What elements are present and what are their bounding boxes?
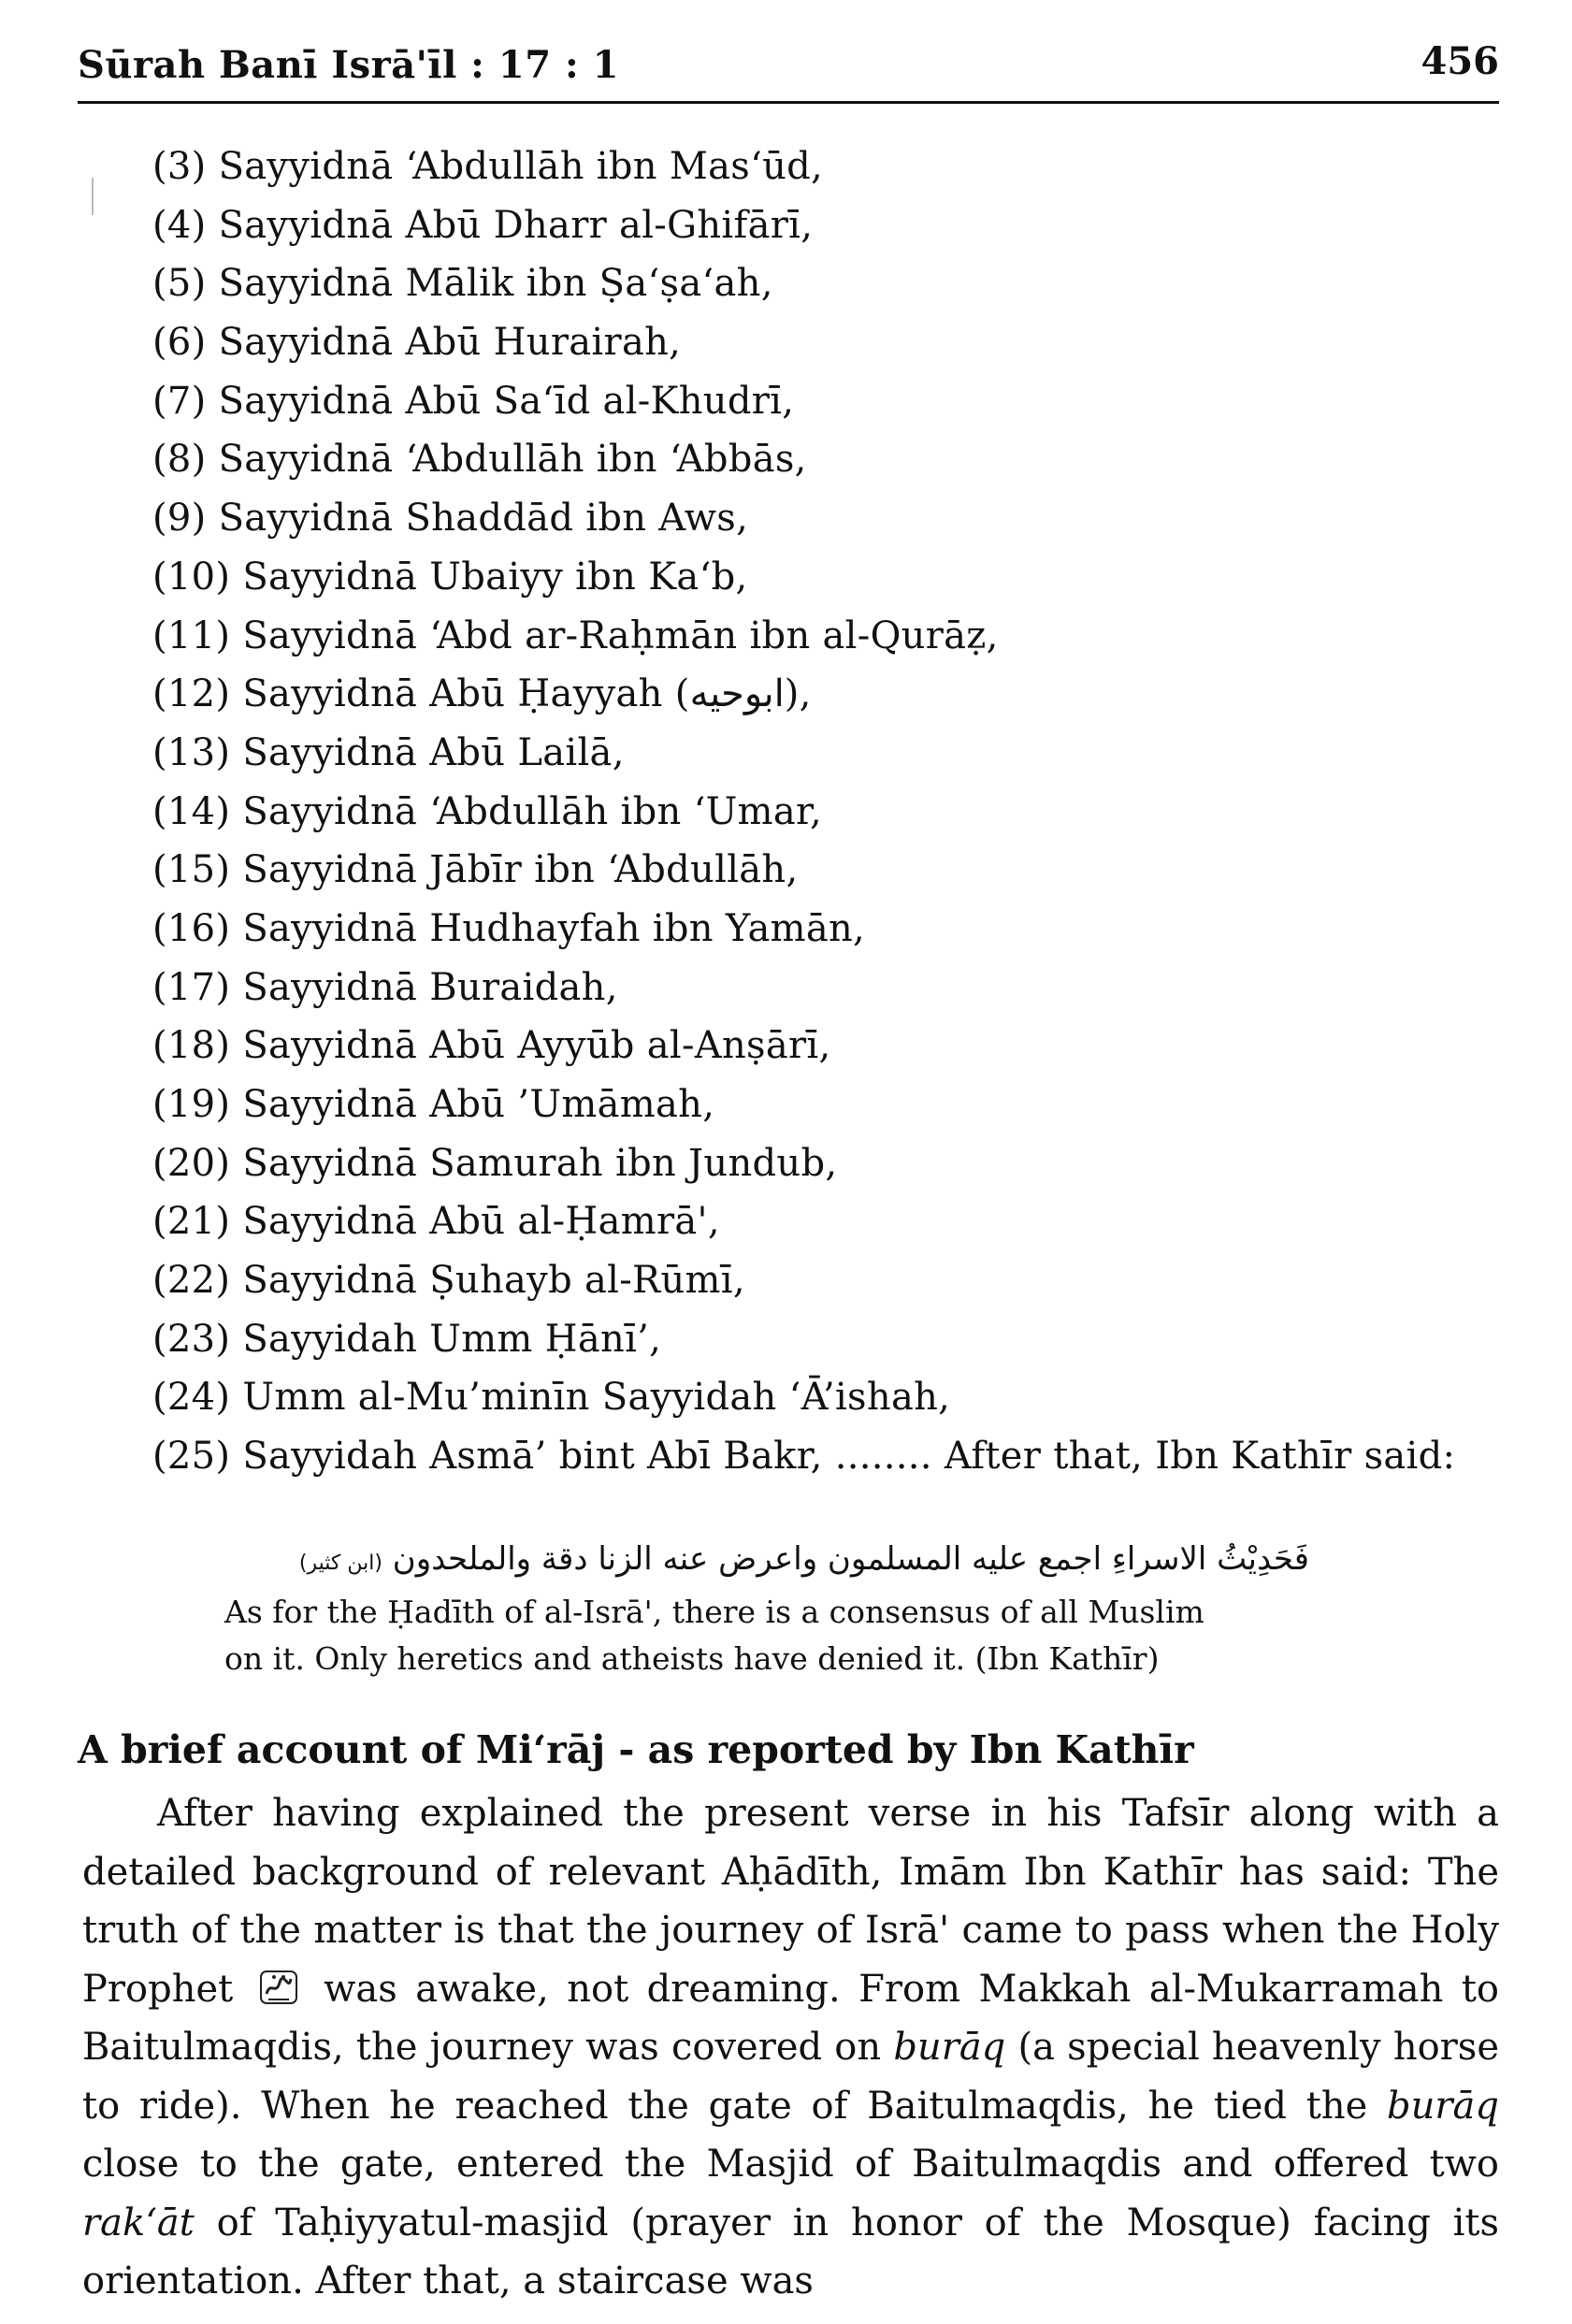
list-item: (23) Sayyidah Umm Ḥānī’, [152,1317,662,1361]
paragraph-text: After having explained the present verse in his Tafsīr along with a detailed background of relevant Aḥādīth, Imām Ibn Kathīr has said: The truth of the matter is that the journey of Isrā' came to pass when the Holy Prophet [82,1792,1499,2011]
narrator-list [152,137,1499,1486]
page-number: 456 [1421,39,1499,83]
salutation-icon [257,1968,300,2007]
term-rakat: rak‘āt [82,2201,195,2245]
margin-mark [92,178,94,215]
arabic-quote [224,1529,1384,1589]
list-item: (12) Sayyidnā Abū Ḥayyah (ابوحيه), [152,672,812,716]
list-item: (18) Sayyidnā Abū Ayyūb al-Anṣārī, [152,1024,831,1068]
list-item: (25) Sayyidah Asmā’ bint Abī Bakr, ........ After that, Ibn Kathīr said: [152,1435,1456,1479]
list-item: (3) Sayyidnā ‘Abdullāh ibn Mas‘ūd, [152,145,824,188]
list-item: (22) Sayyidnā Ṣuhayb al-Rūmī, [152,1259,745,1303]
body-paragraph [82,1784,1499,2311]
list-item: (8) Sayyidnā ‘Abdullāh ibn ‘Abbās, [152,438,807,482]
list-item: (5) Sayyidnā Mālik ibn Ṣa‘ṣa‘ah, [152,262,773,306]
list-item: (7) Sayyidnā Abū Sa‘īd al-Khudrī, [152,379,795,423]
paragraph-text: close to the gate, entered the Masjid of Baitulmaqdis and offered two [82,2143,1499,2186]
list-item: (6) Sayyidnā Abū Hurairah, [152,321,682,365]
term-buraq: burāq [1387,2084,1499,2128]
list-item: (4) Sayyidnā Abū Dharr al-Ghifārī, [152,203,814,247]
paragraph-text: was awake, not dreaming. From Makkah al-Mukarramah to Baitulmaqdis, the journey was covered on [82,1967,1500,2069]
list-item: (24) Umm al-Mu’minīn Sayyidah ‘Ā’ishah, [152,1376,951,1420]
list-item: (13) Sayyidnā Abū Lailā, [152,730,625,774]
list-item: (19) Sayyidnā Abū ’Umāmah, [152,1083,715,1126]
running-title: Sūrah Banī Isrā'īl : 17 : 1 [78,43,619,87]
list-item: (10) Sayyidnā Ubaiyy ibn Ka‘b, [152,555,748,599]
list-item: (14) Sayyidnā ‘Abdullāh ibn ‘Umar, [152,789,823,833]
hadith-quote [224,1529,1384,1682]
page-header [78,36,1499,92]
quote-translation-line: As for the Ḥadīth of al-Isrā', there is a consensus of all Muslim [224,1594,1204,1630]
list-item: (11) Sayyidnā ‘Abd ar-Raḥmān ibn al-Qurāẓ, [152,613,999,657]
list-item: (20) Sayyidnā Samurah ibn Jundub, [152,1141,838,1185]
header-rule [78,101,1499,104]
paragraph-text: of Taḥiyyatul-masjid (prayer in honor of the Mosque) facing its orientation. After that, a staircase was [82,2201,1499,2302]
list-item: (15) Sayyidnā Jābīr ibn ‘Abdullāh, [152,848,799,892]
list-item: (21) Sayyidnā Abū al-Ḥamrā', [152,1200,720,1244]
quote-translation-line: on it. Only heretics and atheists have denied it. (Ibn Kathīr) [224,1640,1160,1677]
list-item: (9) Sayyidnā Shaddād ibn Aws, [152,497,749,541]
section-heading: A brief account of Mi‘rāj - as reported by Ibn Kathīr [78,1727,1194,1772]
term-buraq: burāq [893,2026,1006,2069]
paragraph-text: (a special heavenly horse to ride). When he reached the gate of Baitulmaqdis, he tied the [82,2026,1499,2128]
arabic-text: فَحَدِيْثُ الاسراءِ اجمع عليه المسلمون واعرض عنه الزنا دقة والملحدون [392,1540,1310,1578]
list-item: (16) Sayyidnā Hudhayfah ibn Yamān, [152,906,866,950]
arabic-source: (ابن كثير) [298,1552,382,1575]
list-item: (17) Sayyidnā Buraidah, [152,965,618,1009]
